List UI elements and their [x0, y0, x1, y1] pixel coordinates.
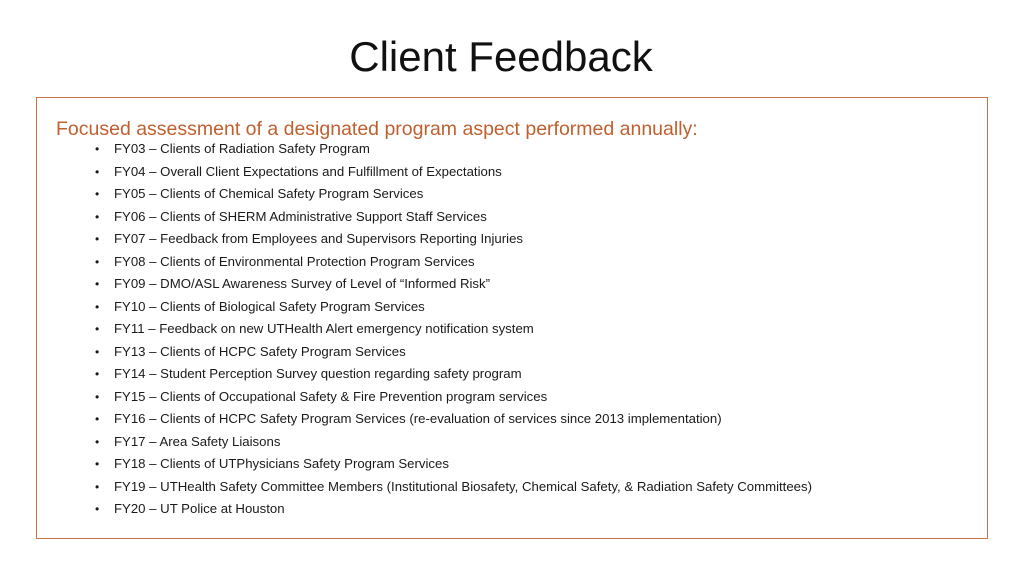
list-item: [95, 251, 812, 274]
list-item: [95, 386, 812, 409]
list-item-text: FY06 – Clients of SHERM Administrative Support Staff Services: [114, 208, 487, 224]
list-item-text: FY20 – UT Police at Houston: [114, 501, 285, 516]
list-item-text: FY10 – Clients of Biological Safety Program Services: [114, 298, 425, 314]
list-item: [95, 431, 812, 454]
list-item: [95, 138, 812, 161]
list-item-text: FY04 – Overall Client Expectations and Fulfillment of Expectations: [114, 163, 502, 179]
bullet-dot-icon: •: [95, 142, 100, 156]
list-item: [95, 318, 812, 341]
list-item-text: FY08 – Clients of Environmental Protection Program Services: [114, 253, 475, 269]
list-item: [95, 476, 812, 499]
list-item-text: FY18 – Clients of UTPhysicians Safety Program Services: [114, 456, 449, 471]
bullet-dot-icon: •: [95, 209, 100, 224]
bullet-dot-icon: •: [95, 367, 100, 381]
list-item-text: FY03 – Clients of Radiation Safety Program: [114, 141, 370, 156]
list-item: [95, 363, 812, 386]
list-item: [95, 341, 812, 364]
list-item-text: FY05 – Clients of Chemical Safety Program Services: [114, 186, 424, 201]
bullet-dot-icon: •: [95, 277, 100, 291]
bullet-dot-icon: •: [95, 502, 100, 516]
list-item-text: FY13 – Clients of HCPC Safety Program Services: [114, 343, 406, 359]
list-item: [95, 453, 812, 476]
content-box: [36, 97, 988, 539]
list-item: [95, 183, 812, 206]
bullet-list: [95, 138, 812, 521]
bullet-dot-icon: •: [95, 457, 100, 471]
bullet-dot-icon: •: [95, 187, 100, 201]
bullet-dot-icon: •: [95, 232, 100, 246]
list-item-text: FY16 – Clients of HCPC Safety Program Services (re-evaluation of services since 2013 implementation): [114, 411, 722, 426]
bullet-dot-icon: •: [95, 412, 100, 426]
list-item: [95, 408, 812, 431]
bullet-dot-icon: •: [95, 344, 100, 359]
bullet-dot-icon: •: [95, 299, 100, 314]
bullet-dot-icon: •: [95, 434, 100, 449]
bullet-dot-icon: •: [95, 479, 100, 494]
content-heading: Focused assessment of a designated program aspect performed annually:: [56, 118, 698, 140]
list-item-text: FY07 – Feedback from Employees and Supervisors Reporting Injuries: [114, 231, 524, 246]
list-item-text: FY17 – Area Safety Liaisons: [114, 433, 281, 449]
list-item-text: FY15 – Clients of Occupational Safety & Fire Prevention program services: [114, 388, 548, 404]
list-item: [95, 228, 812, 251]
bullet-dot-icon: •: [95, 389, 100, 404]
list-item-text: FY14 – Student Perception Survey question regarding safety program: [114, 366, 522, 381]
list-item: [95, 273, 812, 296]
list-item-text: FY19 – UTHealth Safety Committee Members (Institutional Biosafety, Chemical Safety, & Radiation Safety Committees): [114, 478, 812, 494]
bullet-dot-icon: •: [95, 254, 100, 269]
list-item-text: FY11 – Feedback on new UTHealth Alert emergency notification system: [114, 321, 534, 336]
list-item: [95, 161, 812, 184]
list-item: [95, 296, 812, 319]
bullet-dot-icon: •: [95, 164, 100, 179]
bullet-dot-icon: •: [95, 322, 100, 336]
slide-title: Client Feedback: [349, 33, 653, 80]
list-item: [95, 498, 812, 521]
list-item-text: FY09 – DMO/ASL Awareness Survey of Level of “Informed Risk”: [114, 276, 490, 291]
list-item: [95, 206, 812, 229]
